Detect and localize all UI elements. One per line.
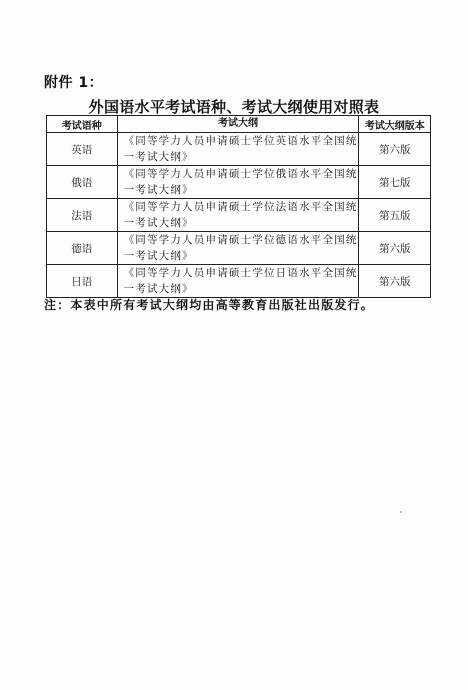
footnote: 注：本表中所有考试大纲均由高等教育出版社出版发行。 (44, 298, 375, 312)
outline-title: 《同等学力人员申请硕士学位俄语水平全国统 一考试大纲》 (123, 168, 358, 196)
cell-version: 第五版 (359, 199, 431, 232)
cell-version: 第六版 (359, 232, 431, 265)
cell-version: 第六版 (359, 133, 431, 166)
cell-outline (117, 232, 359, 265)
outline-title: 《同等学力人员申请硕士学位德语水平全国统 一考试大纲》 (123, 234, 358, 262)
table-row (47, 166, 431, 199)
header-language: 考试语种 (47, 116, 118, 133)
table-header-row (47, 116, 431, 133)
cell-language: 德语 (47, 232, 118, 265)
table-row (47, 199, 431, 232)
cell-outline (117, 199, 359, 232)
table-row (47, 133, 431, 166)
cell-outline (117, 133, 359, 166)
outline-title: 《同等学力人员申请硕士学位日语水平全国统 一考试大纲》 (123, 267, 358, 295)
scan-speck (400, 511, 402, 513)
document-title: 外国语水平考试语种、考试大纲使用对照表 (88, 98, 380, 116)
cell-language: 日语 (47, 265, 118, 298)
header-version: 考试大纲版本 (359, 116, 431, 133)
table-row (47, 232, 431, 265)
cell-version: 第七版 (359, 166, 431, 199)
attachment-label: 附件 1： (44, 75, 104, 91)
cell-language: 法语 (47, 199, 118, 232)
cell-version: 第六版 (359, 265, 431, 298)
cell-outline (117, 166, 359, 199)
outline-title: 《同等学力人员申请硕士学位英语水平全国统 一考试大纲》 (123, 135, 358, 163)
cell-outline (117, 265, 359, 298)
exam-outline-table (46, 115, 431, 298)
cell-language: 俄语 (47, 166, 118, 199)
table-row (47, 265, 431, 298)
header-outline: 考试大纲 (117, 116, 359, 133)
outline-title: 《同等学力人员申请硕士学位法语水平全国统 一考试大纲》 (123, 201, 358, 229)
cell-language: 英语 (47, 133, 118, 166)
